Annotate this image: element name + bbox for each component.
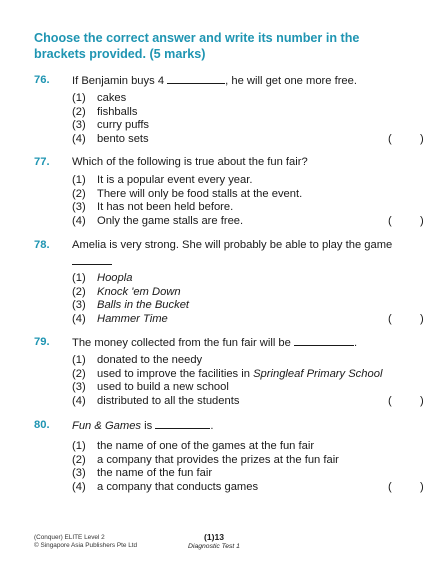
question-number: 76. <box>34 74 50 86</box>
question-76 <box>34 72 424 146</box>
option: (1) cakes <box>72 92 127 104</box>
option: (1) It is a popular event every year. <box>72 174 253 186</box>
option: (3) It has not been held before. <box>72 201 234 214</box>
options-list <box>72 354 424 408</box>
page-number: (1)13 <box>203 532 225 542</box>
question-text: Amelia is very strong. She will probably be able to play the game <box>72 239 393 251</box>
option: (2) Knock 'em Down <box>72 285 181 298</box>
answer-bracket-close: ) <box>420 132 424 145</box>
option: (4) a company that conducts games ( ) <box>72 480 424 493</box>
question-text: The money collected from the fun fair will be . <box>72 334 357 351</box>
option: (2) used to improve the facilities in Springleaf Primary School <box>72 367 383 380</box>
option: (2) fishballs <box>72 105 138 118</box>
answer-bracket-close: ) <box>420 480 424 493</box>
option: (3) used to build a new school <box>72 381 229 394</box>
option: (3) the name of the fun fair <box>72 467 213 480</box>
question-80 <box>34 417 424 494</box>
option: (1) Hoopla <box>72 272 133 284</box>
answer-bracket-close: ) <box>420 214 424 227</box>
instructions: Choose the correct answer and write its number in the brackets provided. (5 marks) <box>34 31 360 61</box>
question-77 <box>34 154 424 228</box>
question-79 <box>34 334 424 408</box>
option: (2) There will only be food stalls at the event. <box>72 187 303 200</box>
question-number: 77. <box>34 156 50 168</box>
option: (4) bento sets ( ) <box>72 132 424 145</box>
options-list <box>72 272 424 326</box>
question-text: If Benjamin buys 4 , he will get one more free. <box>72 72 357 89</box>
question-text: Which of the following is true about the fun fair? <box>72 156 308 168</box>
options-list <box>72 92 424 146</box>
options-list <box>72 440 424 494</box>
option: (1) the name of one of the games at the fun fair <box>72 440 315 452</box>
answer-bracket-open[interactable]: ( <box>388 394 392 407</box>
answer-bracket-open[interactable]: ( <box>388 132 392 145</box>
question-78 <box>34 237 424 326</box>
question-number: 78. <box>34 239 50 251</box>
footer-publisher <box>34 534 137 550</box>
answer-bracket-close: ) <box>420 394 424 407</box>
answer-bracket-open[interactable]: ( <box>388 312 392 325</box>
option: (3) Balls in the Bucket <box>72 299 190 312</box>
footer-series: (Conquer) ELITE Level 2 <box>34 534 105 541</box>
answer-bracket-open[interactable]: ( <box>388 480 392 493</box>
option: (1) donated to the needy <box>72 354 203 366</box>
answer-blank <box>72 253 112 265</box>
option: (2) a company that provides the prizes at the fun fair <box>72 453 339 466</box>
options-list <box>72 174 424 228</box>
answer-blank <box>167 72 225 84</box>
answer-bracket-close: ) <box>420 312 424 325</box>
answer-blank <box>155 417 210 429</box>
option: (4) Only the game stalls are free. ( ) <box>72 214 424 227</box>
footer-copyright: © Singapore Asia Publishers Pte Ltd <box>34 542 138 549</box>
answer-bracket-open[interactable]: ( <box>388 214 392 227</box>
option: (4) distributed to all the students ( ) <box>72 394 424 407</box>
option: (4) Hammer Time ( ) <box>72 312 424 325</box>
option: (3) curry puffs <box>72 119 150 132</box>
question-text: Fun & Games is . <box>72 417 213 434</box>
question-number: 79. <box>34 336 50 348</box>
question-number: 80. <box>34 419 50 431</box>
answer-blank <box>294 334 354 346</box>
test-name: Diagnostic Test 1 <box>188 543 240 550</box>
footer-page <box>150 532 278 552</box>
